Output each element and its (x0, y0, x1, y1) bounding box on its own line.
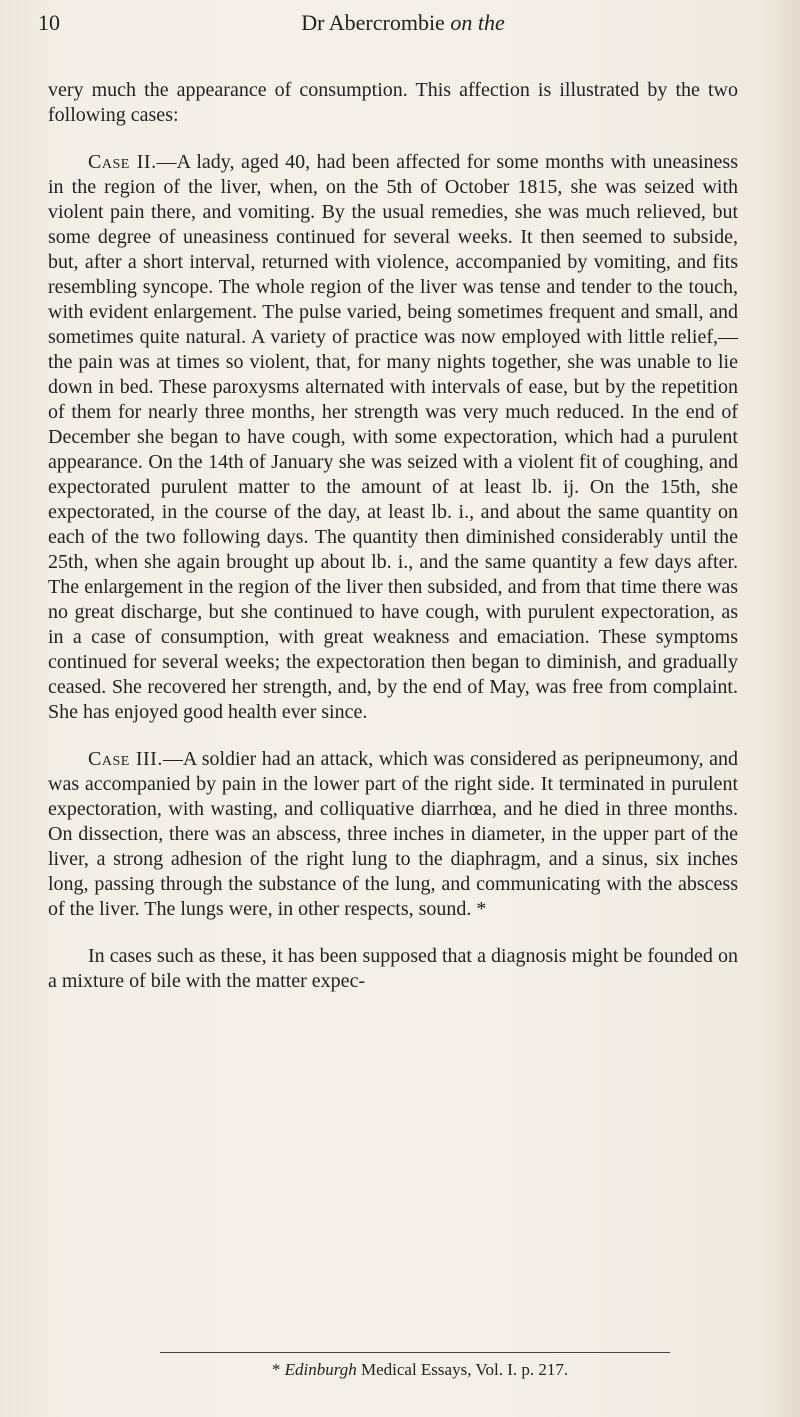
case-2-text: A lady, aged 40, had been affected for some months with uneasiness in the region of the liver, when, on the 5th of October 1815, she was seized with violent pain there, and vomiting. By the usual remedies, she was much relieved, but some degree of uneasiness continued for several weeks. It then seemed to subside, but, after a short interval, returned with violence, accompanied by vomiting, and fits resembling syncope. The whole region of the liver was tense and tender to the touch, with evident enlargement. The pulse varied, being sometimes frequent and small, and sometimes quite natural. A variety of practice was now employed with little relief,—the pain was at times so violent, that, for many nights together, she was unable to lie down in bed. These paroxysms alternated with intervals of ease, but by the repetition of them for nearly three months, her strength was very much reduced. In the end of December she began to have cough, with some expectoration, which had a purulent appearance. On the 14th of January she was seized with a violent fit of coughing, and expectorated purulent matter to the amount of at least lb. ij. On the 15th, she expectorated, in the course of the day, at least lb. i., and about the same quantity on each of the two following days. The quantity then diminished considerably until the 25th, when she again brought up about lb. i., and the same quantity a few days after. The enlargement in the region of the liver then subsided, and from that time there was no great discharge, but she continued to have cough, with purulent expectoration, as in a case of consumption, with great weakness and emaciation. These symptoms continued for several weeks; the expectoration then began to diminish, and gradually ceased. She recovered her strength, and, by the end of May, was free from complaint. She has enjoyed good health ever since. (48, 151, 739, 723)
running-title-text: Dr Abercrombie (301, 10, 451, 35)
footnote-italic: Edinburgh (284, 1360, 357, 1379)
paragraph-case-3: Case III.—A soldier had an attack, which was considered as peripneumony, and was accompanied by pain in the lower part of the right side. It terminated in purulent expectoration, with wasting, and colliquative diarrhœa, and he died in three months. On dissection, there was an abscess, three inches in diameter, in the upper part of the liver, a strong adhesion of the right lung to the diaphragm, and a sinus, six inches long, passing through the substance of the lung, and communicating with the abscess of the liver. The lungs were, in other respects, sound. * (48, 748, 738, 920)
paragraph-case-2: Case II.—A lady, aged 40, had been affected for some months with uneasiness in the region of the liver, when, on the 5th of October 1815, she was seized with violent pain there, and vomiting. By the usual remedies, she was much relieved, but some degree of uneasiness continued for several weeks. It then seemed to subside, but, after a short interval, returned with violence, accompanied by vomiting, and fits resembling syncope. The whole region of the liver was tense and tender to the touch, with evident enlargement. The pulse varied, being sometimes frequent and small, and sometimes quite natural. A variety of practice was now employed with little relief,—the pain was at times so violent, that, for many nights together, she was unable to lie down in bed. These paroxysms alternated with intervals of ease, but by the repetition of them for nearly three months, her strength was very much reduced. In the end of December she began to have cough, with some expectoration, which had a purulent appearance. On the 14th of January she was seized with a violent fit of coughing, and expectorated purulent matter to the amount of at least lb. ij. On the 15th, she expectorated, in the course of the day, at least lb. i., and about the same quantity on each of the two following days. The quantity then diminished considerably until the 25th, when she again brought up about lb. i., and the same quantity a few days after. The enlargement in the region of the liver then subsided, and from that time there was no great discharge, but she continued to have cough, with purulent expectoration, as in a case of consumption, with great weakness and emaciation. These symptoms continued for several weeks; the expectoration then began to diminish, and gradually ceased. She recovered her strength, and, by the end of May, was free from complaint. She has enjoyed good health ever since. (48, 151, 739, 723)
running-title (38, 10, 768, 36)
page-number: 10 (38, 10, 60, 35)
footnote-rule (160, 1352, 670, 1353)
running-title-italic: on the (450, 10, 505, 35)
footnote (140, 1360, 700, 1380)
footnote-marker: * (271, 1360, 285, 1379)
case-2-label: Case II. (88, 151, 157, 173)
footnote-text: Medical Essays, Vol. I. p. 217. (356, 1360, 569, 1379)
body-text (48, 78, 738, 1016)
paragraph-intro: very much the appearance of consumption. This affection is illustrated by the two following cases: (48, 79, 738, 126)
running-head (38, 10, 768, 44)
paragraph-diagnosis: In cases such as these, it has been supposed that a diagnosis might be founded on a mixture of bile with the matter expec- (48, 945, 738, 992)
case-3-text: A soldier had an attack, which was considered as peripneumony, and was accompanied by pain in the lower part of the right side. It terminated in purulent expectoration, with wasting, and colliquative diarrhœa, and he died in three months. On dissection, there was an abscess, three inches in diameter, in the upper part of the liver, a strong adhesion of the right lung to the diaphragm, and a sinus, six inches long, passing through the substance of the lung, and communicating with the abscess of the liver. The lungs were, in other respects, sound. * (48, 748, 738, 920)
case-3-label: Case III. (88, 748, 163, 770)
